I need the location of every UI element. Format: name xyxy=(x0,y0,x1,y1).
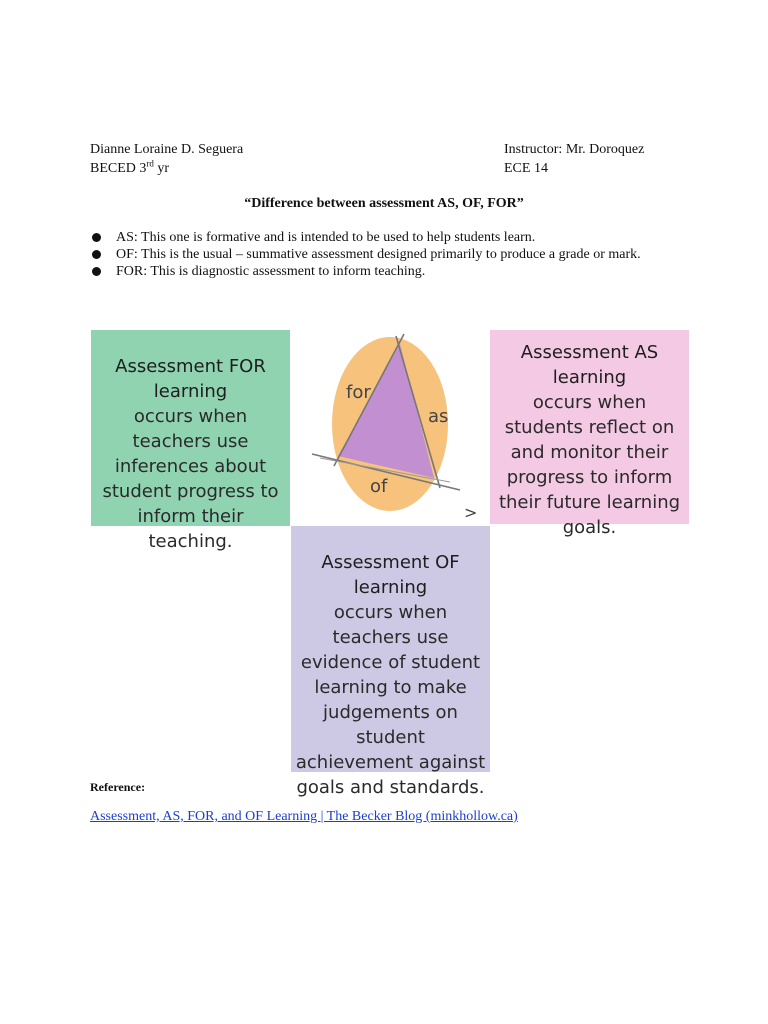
bullet-text: FOR: This is diagnostic assessment to inform teaching. xyxy=(116,264,426,279)
label-for: for xyxy=(346,382,371,403)
assessment-for-box xyxy=(91,330,290,552)
bullet-item-as xyxy=(90,229,680,246)
document-title: “Difference between assessment AS, OF, FOR” xyxy=(244,196,524,211)
bullet-dot-icon xyxy=(92,233,101,242)
arrow-glyph: > xyxy=(464,503,478,522)
bullet-dot-icon xyxy=(92,250,101,259)
bullet-text: AS: This one is formative and is intended to be used to help students learn. xyxy=(116,230,536,245)
bullet-item-for xyxy=(90,263,680,280)
instructor: Instructor: Mr. Doroquez xyxy=(504,142,645,157)
course-year-prefix: BECED 3 xyxy=(90,161,147,176)
of-box-heading: Assessment OF learning xyxy=(321,552,460,598)
assessment-as-box xyxy=(490,330,689,538)
label-of: of xyxy=(370,476,388,497)
course-year-superscript: rd xyxy=(146,158,154,169)
bullet-item-of xyxy=(90,246,680,263)
student-name: Dianne Loraine D. Seguera xyxy=(90,142,244,157)
reference-label: Reference: xyxy=(90,780,146,794)
assessment-of-box xyxy=(291,526,490,798)
subject-code: ECE 14 xyxy=(504,161,548,176)
assessment-triangle-diagram xyxy=(300,330,490,526)
bullet-text: OF: This is the usual – summative assessment designed primarily to produce a grade or mark. xyxy=(116,247,641,262)
for-box-heading: Assessment FOR learning xyxy=(115,356,266,402)
reference-link[interactable]: Assessment, AS, FOR, and OF Learning | The Becker Blog (minkhollow.ca) xyxy=(90,809,518,824)
as-box-heading: Assessment AS learning xyxy=(520,342,659,388)
of-box-body: occurs when teachers use evidence of student learning to make judgements on student achievement against goals and standards. xyxy=(295,602,486,798)
course-year xyxy=(90,160,169,177)
bullet-dot-icon xyxy=(92,267,101,276)
label-as: as xyxy=(428,406,449,427)
for-box-body: occurs when teachers use inferences about student progress to inform their teaching. xyxy=(102,406,279,552)
course-year-suffix: yr xyxy=(153,161,170,176)
as-box-body: occurs when students reflect on and monitor their progress to inform their future learning goals. xyxy=(498,392,681,538)
bullet-list xyxy=(90,229,680,280)
